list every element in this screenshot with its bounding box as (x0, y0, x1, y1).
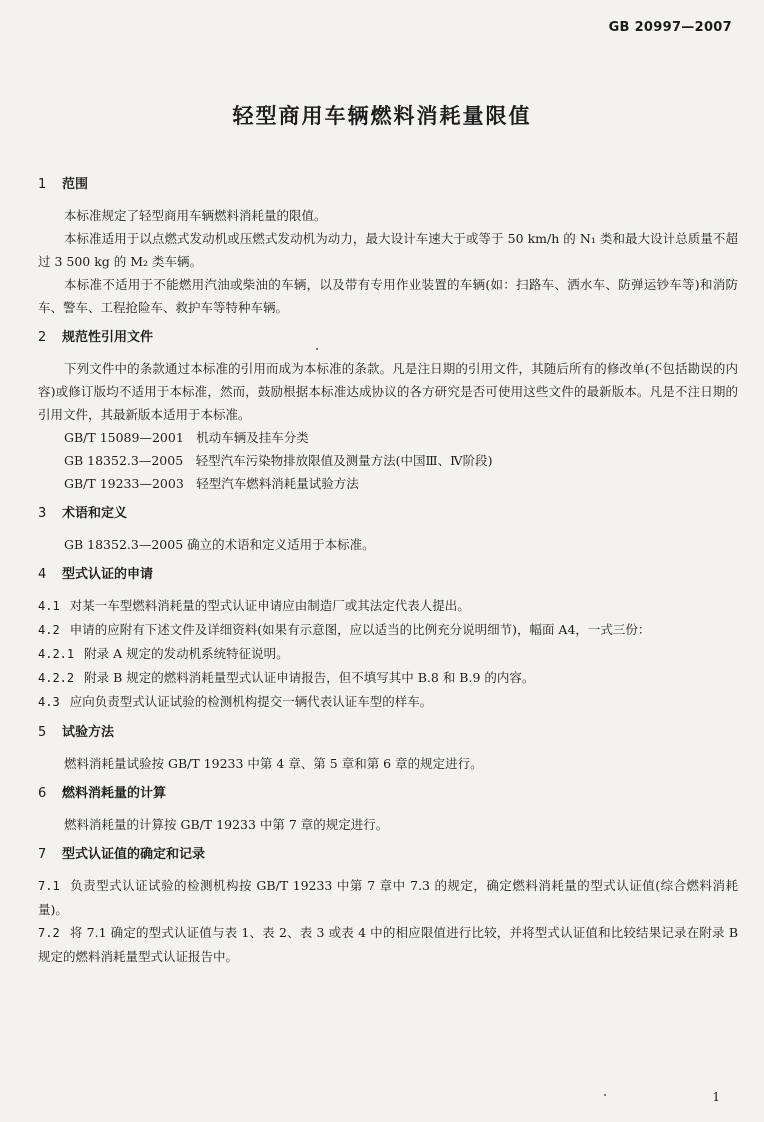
paragraph: GB 18352.3—2005 确立的术语和定义适用于本标准。 (64, 537, 375, 552)
section-6-heading (38, 785, 738, 803)
section-title: 术语和定义 (62, 506, 128, 521)
standard-code: GB 20997—2007 (608, 20, 732, 35)
clause-number: 4.2.2 (38, 671, 75, 685)
section-title: 试验方法 (62, 725, 115, 740)
section-4-heading (38, 566, 738, 584)
clause (38, 642, 738, 666)
paragraph: 燃料消耗量的计算按 GB/T 19233 中第 7 章的规定进行。 (64, 817, 389, 832)
document-title: 轻型商用车辆燃料消耗量限值 (232, 104, 532, 128)
section-title: 范围 (62, 177, 89, 192)
section-1-heading (38, 176, 738, 194)
clause-text: 将 7.1 确定的型式认证值与表 1、表 2、表 3 或表 4 中的相应限值进行比较，并将型式认证值和比较结果记录在附录 B 规定的燃料消耗量型式认证报告中。 (38, 925, 738, 964)
clause (38, 666, 738, 690)
scan-speck (604, 1094, 606, 1096)
section-5-heading (38, 724, 738, 742)
section-number: 1 (38, 177, 47, 192)
section-title: 规范性引用文件 (62, 330, 154, 345)
section-number: 4 (38, 567, 47, 582)
clause (38, 690, 738, 714)
clause-number: 4.2 (38, 623, 60, 637)
section-number: 2 (38, 330, 47, 345)
clause-text: 应向负责型式认证试验的检测机构提交一辆代表认证车型的样车。 (69, 694, 433, 709)
paragraph: 下列文件中的条款通过本标准的引用而成为本标准的条款。凡是注日期的引用文件，其随后所有的修改单(不包括勘误的内容)或修订版均不适用于本标准，然而，鼓励根据本标准达成协议的各方研究是否可使用这些文件的最新版本。凡是不注日期的引用文件，其最新版本适用于本标准。 (38, 361, 738, 422)
section-3-heading (38, 505, 738, 523)
section-number: 6 (38, 786, 47, 801)
normative-reference: GB 18352.3—2005 轻型汽车污染物排放限值及测量方法(中国Ⅲ、Ⅳ阶段) (64, 453, 493, 468)
section-title: 型式认证的申请 (62, 567, 154, 582)
clause-text: 附录 A 规定的发动机系统特征说明。 (84, 646, 289, 661)
clause-number: 7.1 (38, 879, 60, 893)
clause-text: 对某一车型燃料消耗量的型式认证申请应由制造厂或其法定代表人提出。 (69, 598, 470, 613)
page-number: 1 (712, 1090, 720, 1104)
clause-text: 附录 B 规定的燃料消耗量型式认证申请报告，但不填写其中 B.8 和 B.9 的内容。 (84, 670, 535, 685)
section-7-heading (38, 846, 738, 864)
document-body (38, 176, 738, 968)
scan-speck (316, 348, 318, 350)
paragraph: 本标准适用于以点燃式发动机或压燃式发动机为动力，最大设计车速大于或等于 50 km/h 的 N₁ 类和最大设计总质量不超过 3 500 kg 的 M₂ 类车辆。 (38, 231, 738, 269)
section-title: 型式认证值的确定和记录 (62, 847, 206, 862)
clause (38, 874, 738, 921)
section-number: 5 (38, 725, 47, 740)
paragraph: 本标准不适用于不能燃用汽油或柴油的车辆，以及带有专用作业装置的车辆(如：扫路车、洒水车、防弹运钞车等)和消防车、警车、工程抢险车、救护车等特种车辆。 (38, 277, 738, 315)
paragraph: 本标准规定了轻型商用车辆燃料消耗量的限值。 (64, 208, 327, 223)
clause (38, 618, 738, 642)
normative-reference: GB/T 15089—2001 机动车辆及挂车分类 (64, 430, 309, 445)
paragraph: 燃料消耗量试验按 GB/T 19233 中第 4 章、第 5 章和第 6 章的规定进行。 (64, 756, 483, 771)
clause-text: 负责型式认证试验的检测机构按 GB/T 19233 中第 7 章中 7.3 的规定，确定燃料消耗量的型式认证值(综合燃料消耗量)。 (38, 878, 738, 917)
section-number: 7 (38, 847, 47, 862)
clause-number: 4.1 (38, 599, 60, 613)
normative-reference: GB/T 19233—2003 轻型汽车燃料消耗量试验方法 (64, 476, 359, 491)
clause-number: 4.3 (38, 695, 60, 709)
clause (38, 594, 738, 618)
section-2-heading (38, 329, 738, 347)
clause-number: 7.2 (38, 926, 60, 940)
clause (38, 921, 738, 968)
clause-text: 申请的应附有下述文件及详细资料(如果有示意图，应以适当的比例充分说明细节)，幅面 A4，一式三份： (69, 622, 651, 637)
clause-number: 4.2.1 (38, 647, 75, 661)
section-number: 3 (38, 506, 47, 521)
section-title: 燃料消耗量的计算 (62, 786, 167, 801)
